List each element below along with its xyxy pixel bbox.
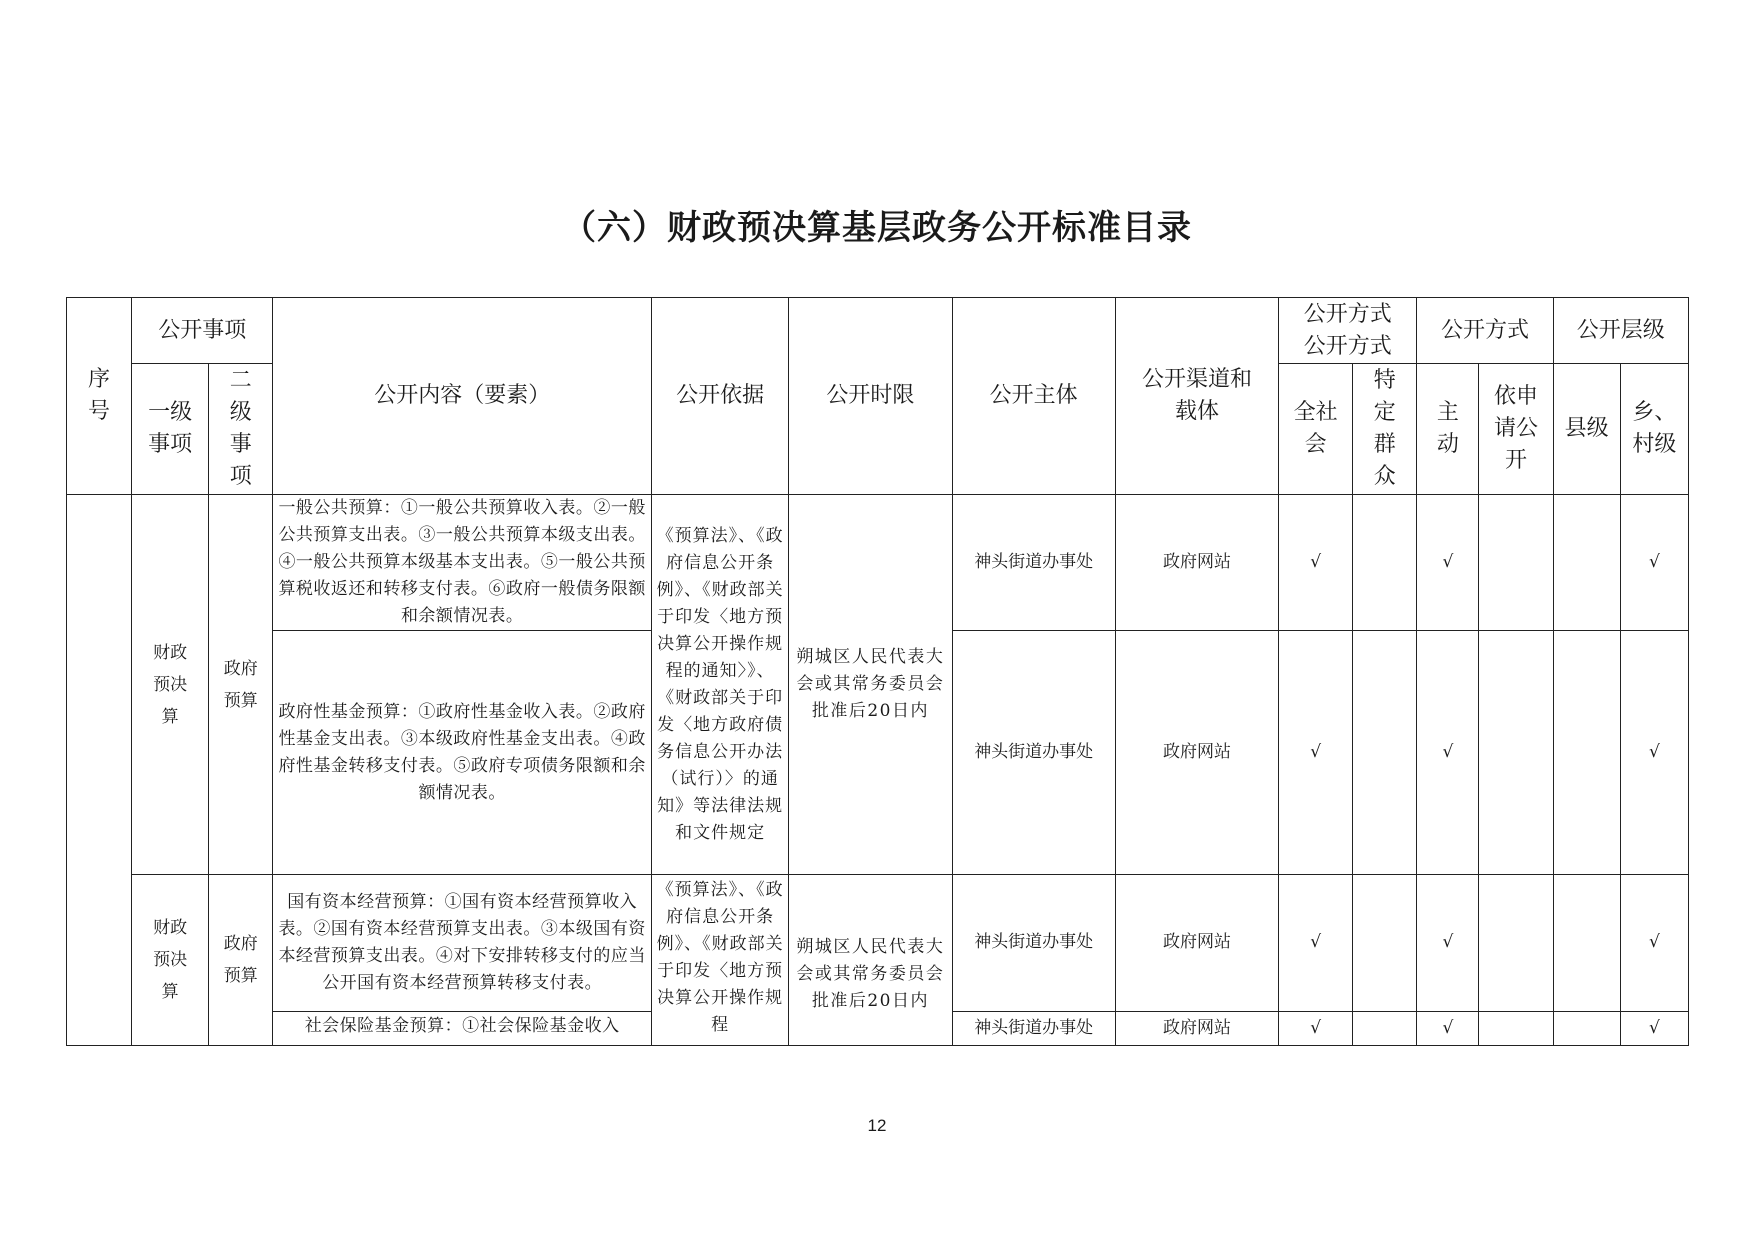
header-subject: 公开主体 [952, 298, 1115, 495]
header-level2: 二级事项 [209, 364, 273, 495]
page-title: （六）财政预决算基层政务公开标准目录 [562, 208, 1192, 248]
content-cell: 社会保险基金预算：①社会保险基金收入 [273, 1011, 652, 1045]
on-request-check [1479, 495, 1553, 631]
channel-cell: 政府网站 [1115, 631, 1278, 875]
active-check: √ [1417, 631, 1479, 875]
specific-group-check [1353, 631, 1417, 875]
level2-cell: 政府预算 [209, 875, 273, 1046]
header-row-1 [67, 298, 1689, 364]
seq-cell [67, 495, 132, 1046]
header-deadline: 公开时限 [789, 298, 952, 495]
channel-cell: 政府网站 [1115, 1011, 1278, 1045]
active-check: √ [1417, 1011, 1479, 1045]
channel-cell: 政府网站 [1115, 875, 1278, 1012]
header-object-group: 公开方式公开方式 [1279, 298, 1417, 364]
active-check: √ [1417, 495, 1479, 631]
specific-group-check [1353, 495, 1417, 631]
basis-cell: 《预算法》、《政府信息公开条例》、《财政部关于印发〈地方预决算公开操作规程 [652, 875, 789, 1046]
header-township: 乡、村级 [1620, 364, 1688, 495]
specific-group-check [1353, 875, 1417, 1012]
header-all-society: 全社会 [1279, 364, 1353, 495]
all-society-check: √ [1279, 495, 1353, 631]
header-items: 公开事项 [132, 298, 273, 364]
content-cell: 一般公共预算：①一般公共预算收入表。②一般公共预算支出表。③一般公共预算本级支出表。④一般公共预算本级基本支出表。⑤一般公共预算税收返还和转移支付表。⑥政府一般债务限额和余额情况表。 [273, 495, 652, 631]
township-check: √ [1620, 631, 1688, 875]
county-check [1553, 631, 1620, 875]
level1-cell: 财政预决算 [132, 495, 209, 875]
township-check: √ [1620, 1011, 1688, 1045]
county-check [1553, 1011, 1620, 1045]
header-mode-group: 公开方式 [1417, 298, 1553, 364]
table-row [67, 875, 1689, 1012]
header-level1: 一级事项 [132, 364, 209, 495]
all-society-check: √ [1279, 1011, 1353, 1045]
subject-cell: 神头街道办事处 [952, 875, 1115, 1012]
level2-cell: 政府预算 [209, 495, 273, 875]
header-level-group: 公开层级 [1553, 298, 1688, 364]
active-check: √ [1417, 875, 1479, 1012]
header-on-request: 依申请公开 [1479, 364, 1553, 495]
table-row [67, 495, 1689, 631]
all-society-check: √ [1279, 631, 1353, 875]
subject-cell: 神头街道办事处 [952, 1011, 1115, 1045]
page-number: 12 [867, 1116, 887, 1135]
basis-cell: 《预算法》、《政府信息公开条例》、《财政部关于印发〈地方预决算公开操作规程的通知〉》、《财政部关于印发〈地方政府债务信息公开办法（试行）〉的通知》等法律法规和文件规定 [652, 495, 789, 875]
on-request-check [1479, 631, 1553, 875]
content-cell: 政府性基金预算：①政府性基金收入表。②政府性基金支出表。③本级政府性基金支出表。④政府性基金转移支付表。⑤政府专项债务限额和余额情况表。 [273, 631, 652, 875]
header-basis: 公开依据 [652, 298, 789, 495]
deadline-cell: 朔城区人民代表大会或其常务委员会批准后20日内 [789, 875, 952, 1046]
channel-cell: 政府网站 [1115, 495, 1278, 631]
header-specific-group: 特定群众 [1353, 364, 1417, 495]
township-check: √ [1620, 875, 1688, 1012]
subject-cell: 神头街道办事处 [952, 495, 1115, 631]
deadline-cell: 朔城区人民代表大会或其常务委员会批准后20日内 [789, 495, 952, 875]
on-request-check [1479, 875, 1553, 1012]
header-content: 公开内容（要素） [273, 298, 652, 495]
header-active: 主动 [1417, 364, 1479, 495]
content-cell: 国有资本经营预算：①国有资本经营预算收入表。②国有资本经营预算支出表。③本级国有资本经营预算支出表。④对下安排转移支付的应当公开国有资本经营预算转移支付表。 [273, 875, 652, 1012]
header-channel: 公开渠道和载体 [1115, 298, 1278, 495]
subject-cell: 神头街道办事处 [952, 631, 1115, 875]
township-check: √ [1620, 495, 1688, 631]
header-county: 县级 [1553, 364, 1620, 495]
all-society-check: √ [1279, 875, 1353, 1012]
on-request-check [1479, 1011, 1553, 1045]
county-check [1553, 495, 1620, 631]
county-check [1553, 875, 1620, 1012]
specific-group-check [1353, 1011, 1417, 1045]
catalog-table [66, 297, 1689, 1046]
header-seq: 序号 [67, 298, 132, 495]
level1-cell: 财政预决算 [132, 875, 209, 1046]
